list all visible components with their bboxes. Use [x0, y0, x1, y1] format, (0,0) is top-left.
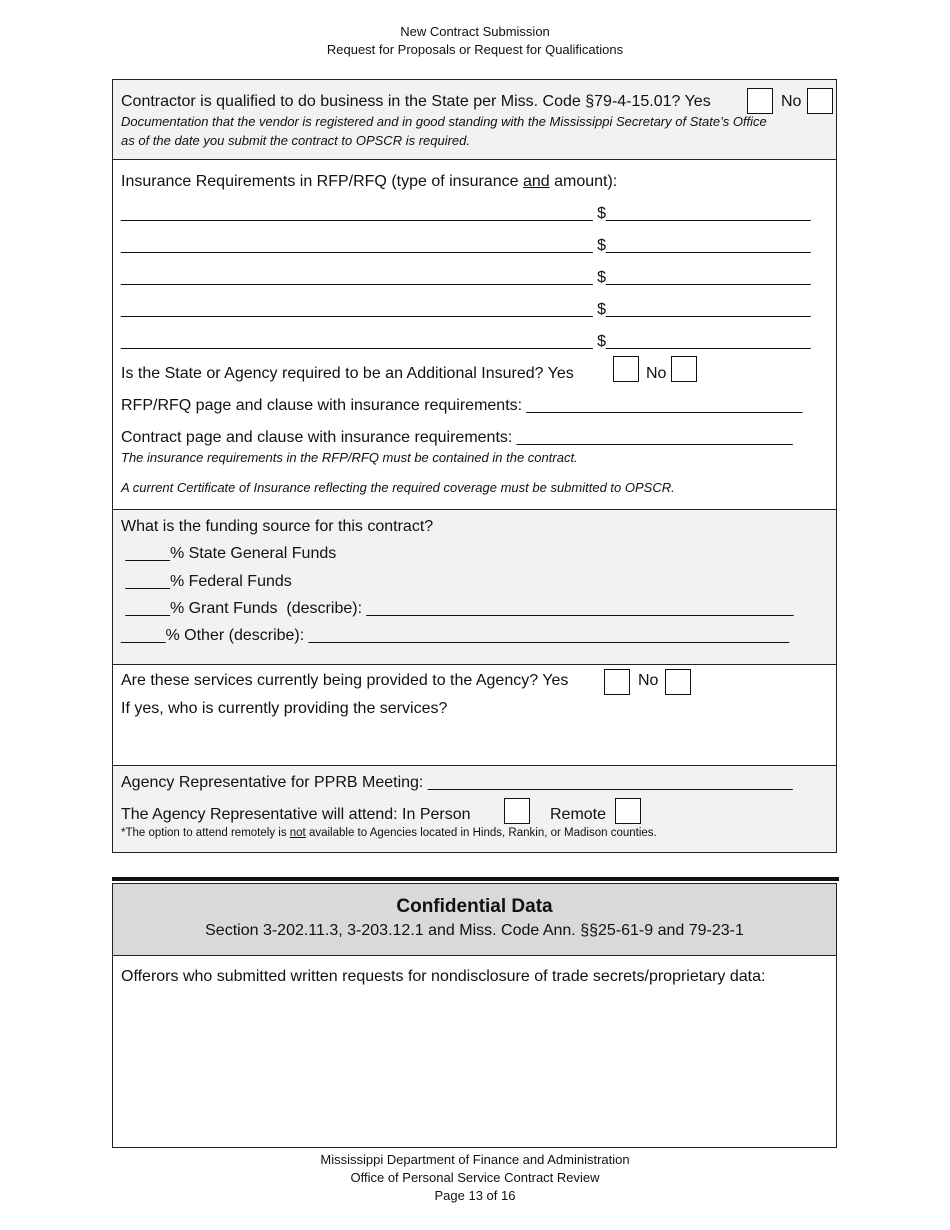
contract-clause-field[interactable]: Contract page and clause with insurance requirements: _______________________________: [121, 429, 793, 446]
qualified-yes-checkbox[interactable]: [747, 88, 773, 114]
confidential-header: [112, 883, 837, 956]
insurance-note-1: The insurance requirements in the RFP/RFQ must be contained in the contract.: [121, 450, 578, 465]
remote-note-a: *The option to attend remotely is: [121, 827, 290, 839]
qualified-no-label: No: [781, 93, 802, 110]
header-title: New Contract Submission: [400, 24, 550, 39]
qualified-note-1: Documentation that the vendor is registered and in good standing with the Mississippi Secretary of State’s Office: [121, 114, 767, 129]
agency-section: [112, 765, 837, 853]
qualified-section: [112, 79, 837, 160]
header-subtitle: Request for Proposals or Request for Qualifications: [326, 42, 624, 57]
insurance-row[interactable]: _____________________________________________________ $_______________________: [121, 237, 811, 254]
confidential-divider: [112, 877, 839, 881]
insurance-heading-c: amount):: [549, 173, 618, 190]
page-footer: [0, 1151, 950, 1205]
additional-insured-yes-checkbox[interactable]: [613, 356, 639, 382]
confidential-subtitle: Section 3-202.11.3, 3-203.12.1 and Miss. Code Ann. §§25-61-9 and 79-23-1: [205, 922, 744, 939]
funding-other[interactable]: _____% Other (describe): ______________________________________________________: [121, 627, 790, 644]
footer-page-number: Page 13 of 16: [434, 1188, 516, 1203]
insurance-heading-a: Insurance Requirements in RFP/RFQ (type of insurance: [121, 173, 523, 190]
qualified-note-2: as of the date you submit the contract to OPSCR is required.: [121, 133, 471, 148]
remote-note-c: available to Agencies located in Hinds, Rankin, or Madison counties.: [305, 827, 657, 839]
offerors-prompt: Offerors who submitted written requests for nondisclosure of trade secrets/proprietary data:: [121, 968, 766, 985]
insurance-section: [112, 159, 837, 510]
insurance-row[interactable]: _____________________________________________________ $_______________________: [121, 269, 811, 286]
additional-insured-no-label: No: [646, 365, 667, 382]
in-person-checkbox[interactable]: [504, 798, 530, 824]
insurance-row[interactable]: _____________________________________________________ $_______________________: [121, 333, 811, 350]
insurance-heading: [121, 172, 617, 192]
remote-label: Remote: [550, 806, 607, 823]
funding-section: [112, 509, 837, 665]
services-no-label: No: [638, 672, 659, 689]
services-follow-up: If yes, who is currently providing the services?: [121, 700, 448, 717]
services-yes-checkbox[interactable]: [604, 669, 630, 695]
qualified-no-checkbox[interactable]: [807, 88, 833, 114]
remote-note-not: not: [289, 827, 306, 839]
funding-state-general[interactable]: _____% State General Funds: [121, 545, 337, 562]
services-no-checkbox[interactable]: [665, 669, 691, 695]
confidential-body: [112, 955, 837, 1148]
insurance-heading-and: and: [522, 173, 550, 190]
page-header: [0, 23, 950, 59]
additional-insured-question: Is the State or Agency required to be an Additional Insured? Yes: [121, 365, 574, 382]
services-section: [112, 664, 837, 766]
services-question: Are these services currently being provided to the Agency? Yes: [121, 672, 569, 689]
rfp-clause-field[interactable]: RFP/RFQ page and clause with insurance requirements: _______________________________: [121, 397, 803, 414]
additional-insured-no-checkbox[interactable]: [671, 356, 697, 382]
confidential-title: Confidential Data: [396, 896, 553, 917]
qualified-question: Contractor is qualified to do business in the State per Miss. Code §79-4-15.01? Yes: [121, 93, 711, 110]
attend-question: The Agency Representative will attend: In Person: [121, 806, 471, 823]
funding-grant[interactable]: _____% Grant Funds (describe): ________________________________________________: [121, 600, 794, 617]
footer-office: Office of Personal Service Contract Review: [350, 1170, 600, 1185]
footer-org: Mississippi Department of Finance and Administration: [320, 1152, 630, 1167]
remote-note: [121, 826, 657, 841]
insurance-row[interactable]: _____________________________________________________ $_______________________: [121, 301, 811, 318]
remote-checkbox[interactable]: [615, 798, 641, 824]
agency-rep-field[interactable]: Agency Representative for PPRB Meeting: _________________________________________: [121, 774, 793, 791]
insurance-row[interactable]: _____________________________________________________ $_______________________: [121, 205, 811, 222]
funding-federal[interactable]: _____% Federal Funds: [121, 573, 292, 590]
funding-question: What is the funding source for this contract?: [121, 518, 434, 535]
insurance-note-2: A current Certificate of Insurance reflecting the required coverage must be submitted to OPSCR.: [121, 480, 675, 495]
